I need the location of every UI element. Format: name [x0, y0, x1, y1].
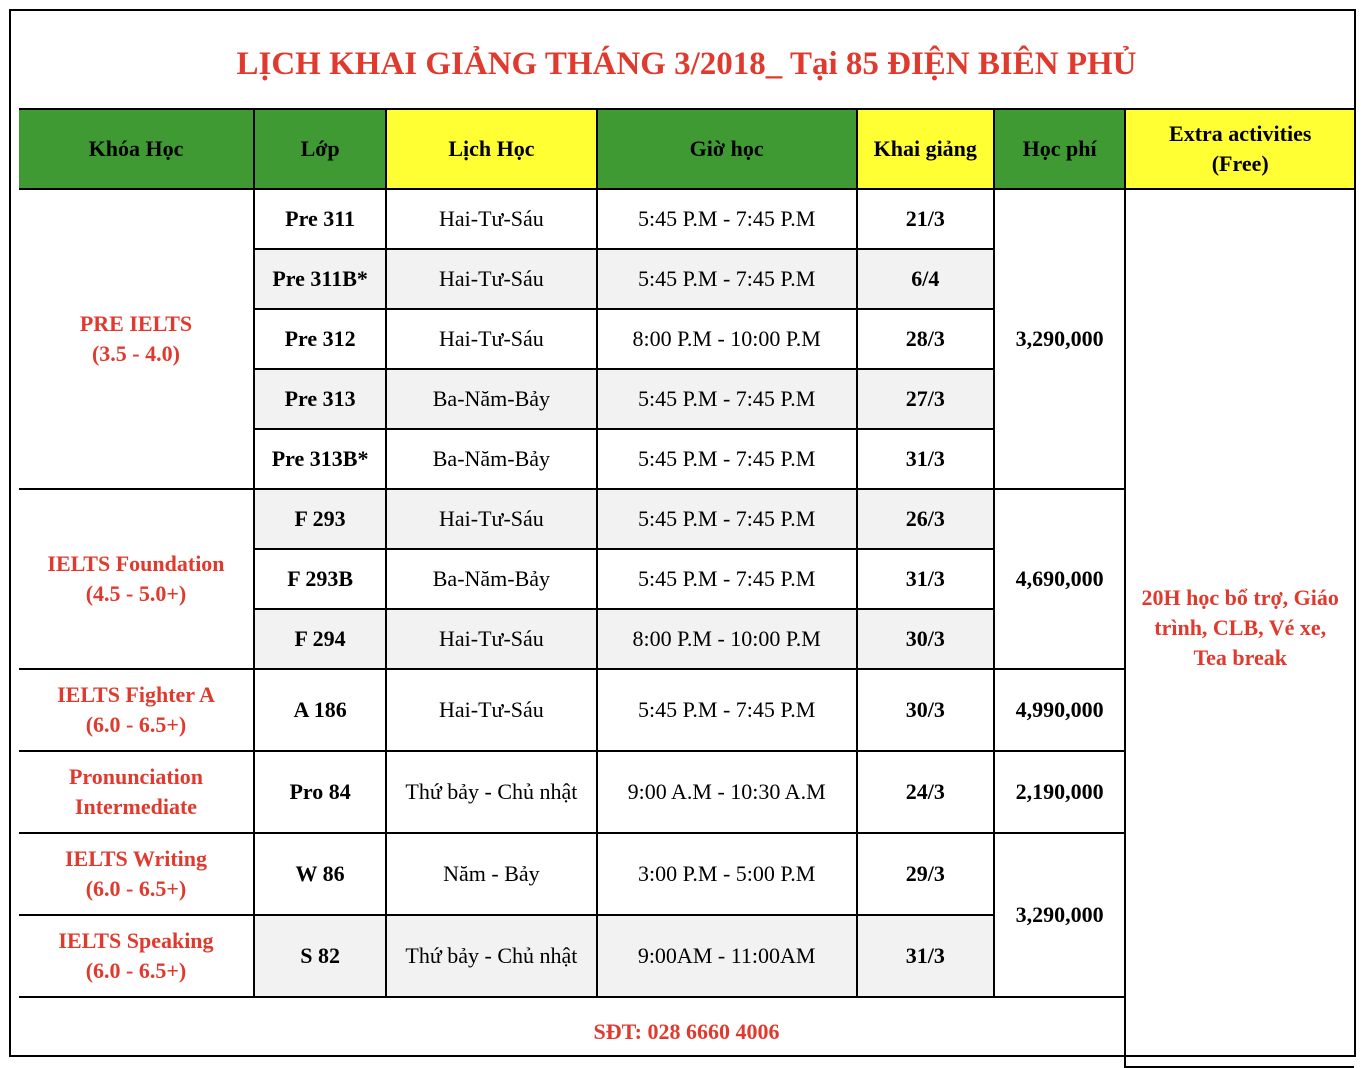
course-name: IELTS Foundation	[47, 551, 225, 576]
course-name: IELTS Writing	[64, 846, 208, 871]
time-cell: 9:00AM - 11:00AM	[597, 915, 857, 997]
schedule-cell: Hai-Tư-Sáu	[386, 489, 596, 549]
start-cell: 30/3	[857, 609, 994, 669]
time-cell: 3:00 P.M - 5:00 P.M	[597, 833, 857, 915]
page-title: LỊCH KHAI GIẢNG THÁNG 3/2018_ Tại 85 ĐIỆN BIÊN PHỦ	[19, 19, 1354, 109]
schedule-cell: Hai-Tư-Sáu	[386, 669, 596, 751]
time-cell: 5:45 P.M - 7:45 P.M	[597, 549, 857, 609]
class-cell: F 294	[254, 609, 386, 669]
course-cell	[19, 833, 254, 915]
fee-cell: 3,290,000	[994, 189, 1126, 489]
class-cell: F 293B	[254, 549, 386, 609]
schedule-sheet	[9, 9, 1356, 1057]
schedule-cell: Ba-Năm-Bảy	[386, 429, 596, 489]
start-cell: 6/4	[857, 249, 994, 309]
class-cell: W 86	[254, 833, 386, 915]
course-name: PRE IELTS	[79, 311, 193, 336]
fee-cell: 4,990,000	[994, 669, 1126, 751]
header-time: Giờ học	[597, 109, 857, 189]
class-cell: Pre 313B*	[254, 429, 386, 489]
extra-line: trình, CLB, Vé xe,	[1154, 615, 1327, 640]
fee-cell: 3,290,000	[994, 833, 1126, 997]
time-cell: 5:45 P.M - 7:45 P.M	[597, 489, 857, 549]
course-level: (6.0 - 6.5+)	[85, 712, 187, 737]
start-cell: 21/3	[857, 189, 994, 249]
header-class: Lớp	[254, 109, 386, 189]
schedule-cell: Ba-Năm-Bảy	[386, 549, 596, 609]
start-cell: 28/3	[857, 309, 994, 369]
header-schedule: Lịch Học	[386, 109, 596, 189]
schedule-cell: Thứ bảy - Chủ nhật	[386, 915, 596, 997]
extra-cell	[1125, 189, 1354, 1067]
start-cell: 29/3	[857, 833, 994, 915]
start-cell: 24/3	[857, 751, 994, 833]
header-extra-line2: (Free)	[1211, 151, 1269, 176]
time-cell: 9:00 A.M - 10:30 A.M	[597, 751, 857, 833]
course-name: IELTS Speaking	[58, 928, 214, 953]
time-cell: 5:45 P.M - 7:45 P.M	[597, 189, 857, 249]
schedule-cell: Hai-Tư-Sáu	[386, 309, 596, 369]
extra-line: 20H học bổ trợ, Giáo	[1141, 585, 1339, 610]
contact-phone: SĐT: 028 6660 4006	[19, 997, 1354, 1067]
course-cell	[19, 669, 254, 751]
class-cell: Pro 84	[254, 751, 386, 833]
time-cell: 8:00 P.M - 10:00 P.M	[597, 609, 857, 669]
time-cell: 5:45 P.M - 7:45 P.M	[597, 249, 857, 309]
schedule-cell: Thứ bảy - Chủ nhật	[386, 751, 596, 833]
schedule-cell: Hai-Tư-Sáu	[386, 249, 596, 309]
course-cell	[19, 189, 254, 489]
start-cell: 30/3	[857, 669, 994, 751]
header-course: Khóa Học	[19, 109, 254, 189]
course-name: Pronunciation	[68, 764, 204, 789]
start-cell: 31/3	[857, 429, 994, 489]
course-cell	[19, 915, 254, 997]
class-cell: A 186	[254, 669, 386, 751]
extra-line: Tea break	[1193, 645, 1287, 670]
table-row	[19, 189, 1354, 249]
class-cell: F 293	[254, 489, 386, 549]
time-cell: 8:00 P.M - 10:00 P.M	[597, 309, 857, 369]
start-cell: 31/3	[857, 915, 994, 997]
course-level: Intermediate	[74, 794, 198, 819]
class-cell: Pre 311B*	[254, 249, 386, 309]
header-row	[19, 109, 1354, 189]
start-cell: 31/3	[857, 549, 994, 609]
course-level: (4.5 - 5.0+)	[85, 581, 187, 606]
schedule-cell: Ba-Năm-Bảy	[386, 369, 596, 429]
course-cell	[19, 489, 254, 669]
header-fee: Học phí	[994, 109, 1126, 189]
class-cell: Pre 312	[254, 309, 386, 369]
header-start: Khai giảng	[857, 109, 994, 189]
course-level: (6.0 - 6.5+)	[85, 876, 187, 901]
schedule-cell: Năm - Bảy	[386, 833, 596, 915]
time-cell: 5:45 P.M - 7:45 P.M	[597, 369, 857, 429]
time-cell: 5:45 P.M - 7:45 P.M	[597, 429, 857, 489]
header-extra-line1: Extra activities	[1169, 121, 1312, 146]
course-level: (3.5 - 4.0)	[91, 341, 180, 366]
time-cell: 5:45 P.M - 7:45 P.M	[597, 669, 857, 751]
class-cell: S 82	[254, 915, 386, 997]
class-cell: Pre 313	[254, 369, 386, 429]
schedule-cell: Hai-Tư-Sáu	[386, 609, 596, 669]
course-name: IELTS Fighter A	[57, 682, 215, 707]
start-cell: 27/3	[857, 369, 994, 429]
fee-cell: 2,190,000	[994, 751, 1126, 833]
class-cell: Pre 311	[254, 189, 386, 249]
course-level: (6.0 - 6.5+)	[85, 958, 187, 983]
header-extra	[1125, 109, 1354, 189]
start-cell: 26/3	[857, 489, 994, 549]
schedule-cell: Hai-Tư-Sáu	[386, 189, 596, 249]
course-cell	[19, 751, 254, 833]
schedule-table	[19, 19, 1354, 1068]
fee-cell: 4,690,000	[994, 489, 1126, 669]
